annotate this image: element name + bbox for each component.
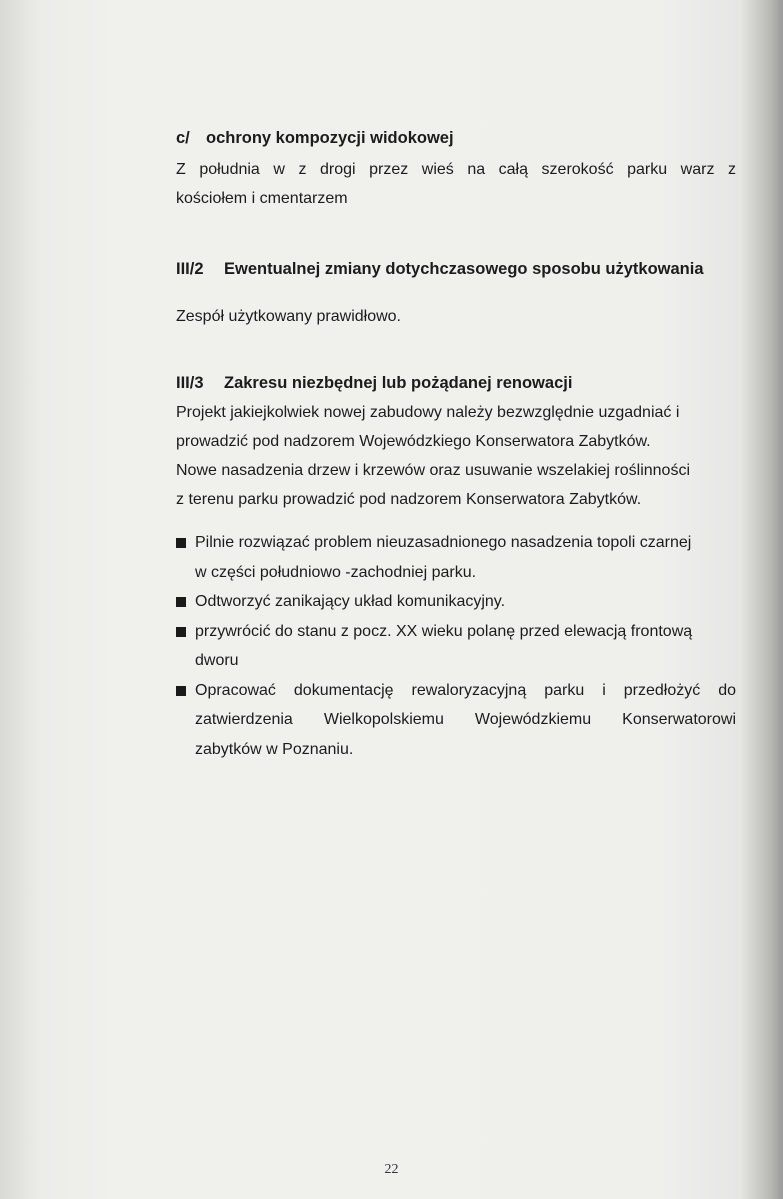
section-iii2-number: III/2	[176, 260, 204, 278]
square-bullet-icon	[176, 597, 186, 607]
section-iii2-heading	[176, 255, 736, 284]
list-item-line: Opracować dokumentację rewaloryzacyjną parku i przedłożyć do	[195, 681, 736, 699]
square-bullet-icon	[176, 538, 186, 548]
section-iii3-heading	[176, 369, 736, 398]
section-iii3-number: III/3	[176, 374, 204, 392]
section-c-line-2: kościołem i cmentarzem	[176, 190, 348, 207]
section-c-heading	[176, 124, 736, 153]
section-c-line-1: Z południa w z drogi przez wieś na całą szerokość parku warz z	[176, 161, 736, 178]
list-item	[176, 676, 736, 765]
section-iii2-title: Ewentualnej zmiany dotychczasowego sposobu użytkowania	[224, 260, 704, 278]
list-item-line: dworu	[195, 652, 239, 669]
list-item-line: przywrócić do stanu z pocz. XX wieku polanę przed elewacją frontową	[195, 622, 693, 640]
section-iii3	[176, 369, 736, 514]
section-iii3-line-4: z terenu parku prowadzić pod nadzorem Konserwatora Zabytków.	[176, 491, 642, 508]
section-iii3-line-3: Nowe nasadzenia drzew i krzewów oraz usuwanie wszelakiej roślinności	[176, 462, 691, 479]
section-iii2-body: Zespół użytkowany prawidłowo.	[176, 308, 401, 325]
list-item-line: zatwierdzenia Wielkopolskiemu Wojewódzkiemu Konserwatorowi	[195, 711, 736, 728]
page-number: 22	[384, 1162, 399, 1177]
list-item-line: zabytków w Poznaniu.	[195, 740, 354, 758]
square-bullet-icon	[176, 627, 186, 637]
bullet-list	[176, 528, 736, 764]
section-iii3-line-2: prowadzić pod nadzorem Wojewódzkiego Konserwatora Zabytków.	[176, 433, 651, 450]
list-item	[176, 617, 736, 676]
section-iii3-title: Zakresu niezbędnej lub pożądanej renowacji	[224, 374, 573, 392]
square-bullet-icon	[176, 686, 186, 696]
list-item-line: Pilnie rozwiązać problem nieuzasadnionego nasadzenia topoli czarnej	[195, 534, 692, 551]
section-c-label: c/	[176, 129, 190, 147]
list-item	[176, 528, 736, 587]
section-iii2	[176, 255, 736, 331]
list-item-line: Odtworzyć zanikający układ komunikacyjny.	[195, 593, 506, 610]
section-iii3-line-1: Projekt jakiejkolwiek nowej zabudowy należy bezwzględnie uzgadniać i	[176, 404, 680, 421]
list-item	[176, 587, 736, 617]
section-c-title: ochrony kompozycji widokowej	[206, 129, 454, 147]
list-item-line: w części południowo -zachodniej parku.	[195, 563, 477, 581]
section-c	[176, 124, 736, 213]
